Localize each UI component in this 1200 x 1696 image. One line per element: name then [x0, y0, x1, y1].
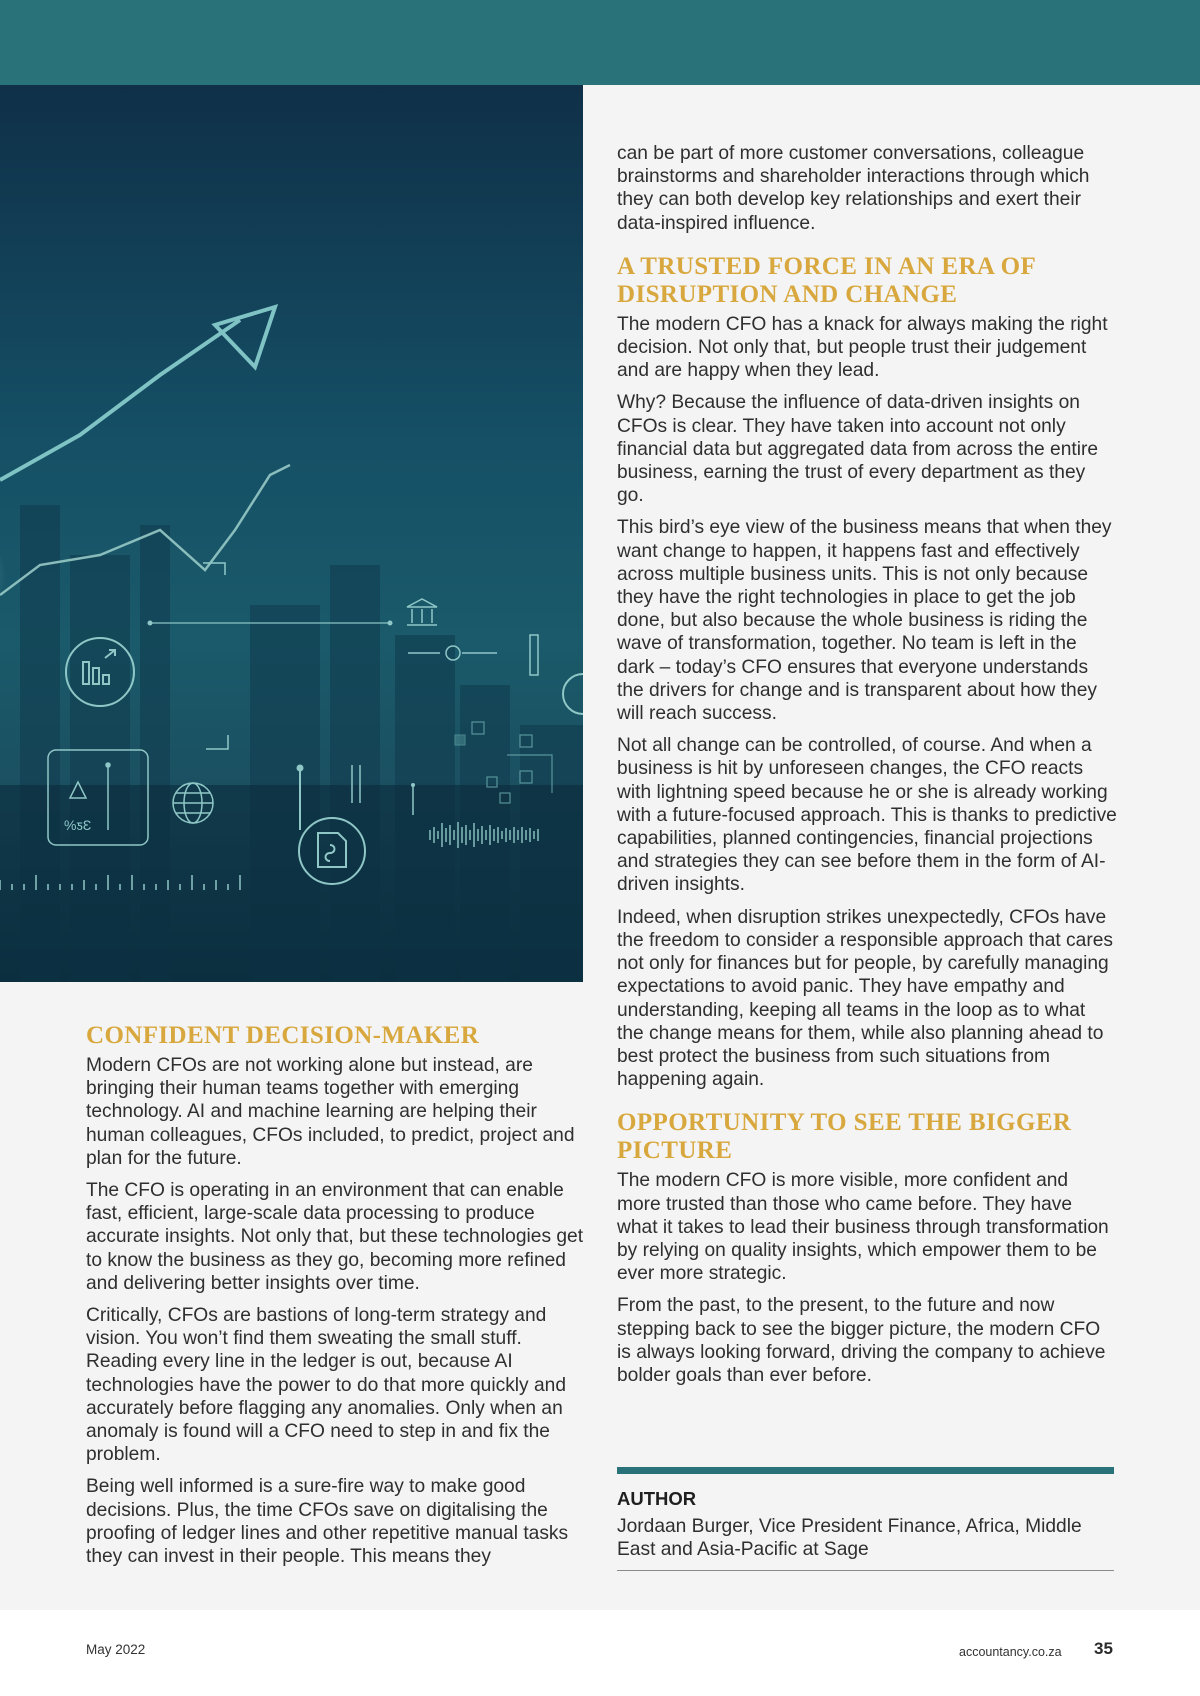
paragraph: Critically, CFOs are bastions of long-term strategy and vision. You won’t find them sweating the small stuff. Reading every line in the ledger is out, because AI technologies have the power to do that more quickly and accurately before flagging any anomalies. Only when an anomaly is found will a CFO need to step in and fix the problem.	[86, 1305, 566, 1466]
paragraph: Being well informed is a sure-fire way to make good decisions. Plus, the time CFOs save on digitalising the proofing of ledger lines and other repetitive manual tasks they can invest in their people. This means they	[86, 1476, 569, 1568]
paragraph: The modern CFO is more visible, more confident and more trusted than those who came before. They have what it takes to lead their business through transformation by relying on quality insights, which empower them to be ever more strategic.	[617, 1170, 1109, 1285]
author-name: Jordaan Burger, Vice President Finance, Africa, Middle East and Asia-Pacific at Sage	[617, 1516, 1082, 1561]
paragraph: This bird’s eye view of the business means that when they want change to happen, it happens fast and effectively across multiple business units. This is not only because they have the right technologies in place to get the job done, but also because the whole business is riding the wave of transformation, together. No team is left in the dark – today’s CFO ensures that everyone understands the drivers for change and is transparent about how they will reach success.	[617, 517, 1112, 725]
hero-illustration	[0, 85, 583, 982]
bank-icon	[407, 599, 437, 625]
author-divider	[617, 1467, 1114, 1474]
heading-trusted-force: A TRUSTED FORCE IN AN ERA OF DISRUPTION AND CHANGE	[617, 252, 1036, 308]
paragraph: The modern CFO has a knack for always making the right decision. Not only that, but people trust their judgement and are happy when they lead.	[617, 313, 1108, 382]
footer-date: May 2022	[86, 1642, 146, 1657]
page-footer	[0, 1610, 1200, 1696]
paragraph: The CFO is operating in an environment that can enable fast, efficient, large-scale data processing to produce accurate insights. Not only that, but these technologies get to know the business as they go, becoming more refined and delivering better insights over time.	[86, 1180, 584, 1294]
paragraph: From the past, to the present, to the future and now stepping back to see the bigger picture, the modern CFO is always looking forward, driving the company to achieve bolder goals than ever before.	[617, 1295, 1106, 1386]
footer-site-link[interactable]: accountancy.co.za	[959, 1645, 1062, 1659]
author-label: AUTHOR	[617, 1488, 697, 1509]
heading-confident-decision-maker: CONFIDENT DECISION-MAKER	[86, 1022, 480, 1049]
paragraph-intro: can be part of more customer conversations, colleague brainstorms and shareholder interactions through which they can both develop key relationships and exert their data-inspired influence.	[617, 143, 1090, 234]
heading-bigger-picture: OPPORTUNITY TO SEE THE BIGGER PICTURE	[617, 1109, 1072, 1165]
trend-arrow-icon	[0, 320, 240, 480]
right-column	[617, 142, 1117, 1396]
top-color-band	[0, 0, 1200, 85]
paragraph: Indeed, when disruption strikes unexpectedly, CFOs have the freedom to consider a responsible approach that cares not only for finances but for people, by carefully managing expectations to avoid panic. They have empathy and understanding, keeping all teams in the loop as to what the change means for them, while also planning ahead to best protect the business from such situations from happening again.	[617, 906, 1113, 1091]
hero-image	[0, 85, 583, 982]
paragraph: Why? Because the influence of data-driven insights on CFOs is clear. They have taken into account not only financial data but aggregated data from across the entire business, earning the trust of every department as they go.	[617, 392, 1099, 507]
paragraph: Modern CFOs are not working alone but instead, are bringing their human teams together with emerging technology. AI and machine learning are helping their human colleagues, CFOs included, to predict, project and plan for the future.	[86, 1055, 575, 1169]
author-bottom-divider	[617, 1570, 1114, 1571]
left-column	[86, 1022, 586, 1577]
hero-percent-label: %ƽƐ	[64, 817, 92, 833]
paragraph: Not all change can be controlled, of course. And when a business is hit by unforeseen changes, the CFO reacts with lightning speed because he or she is already working with a future-focused approach. This is thanks to predictive capabilities, planned contingencies, financial projections and strategies they can see before them in the form of AI-driven insights.	[617, 735, 1117, 896]
page-number: 35	[1094, 1639, 1113, 1658]
